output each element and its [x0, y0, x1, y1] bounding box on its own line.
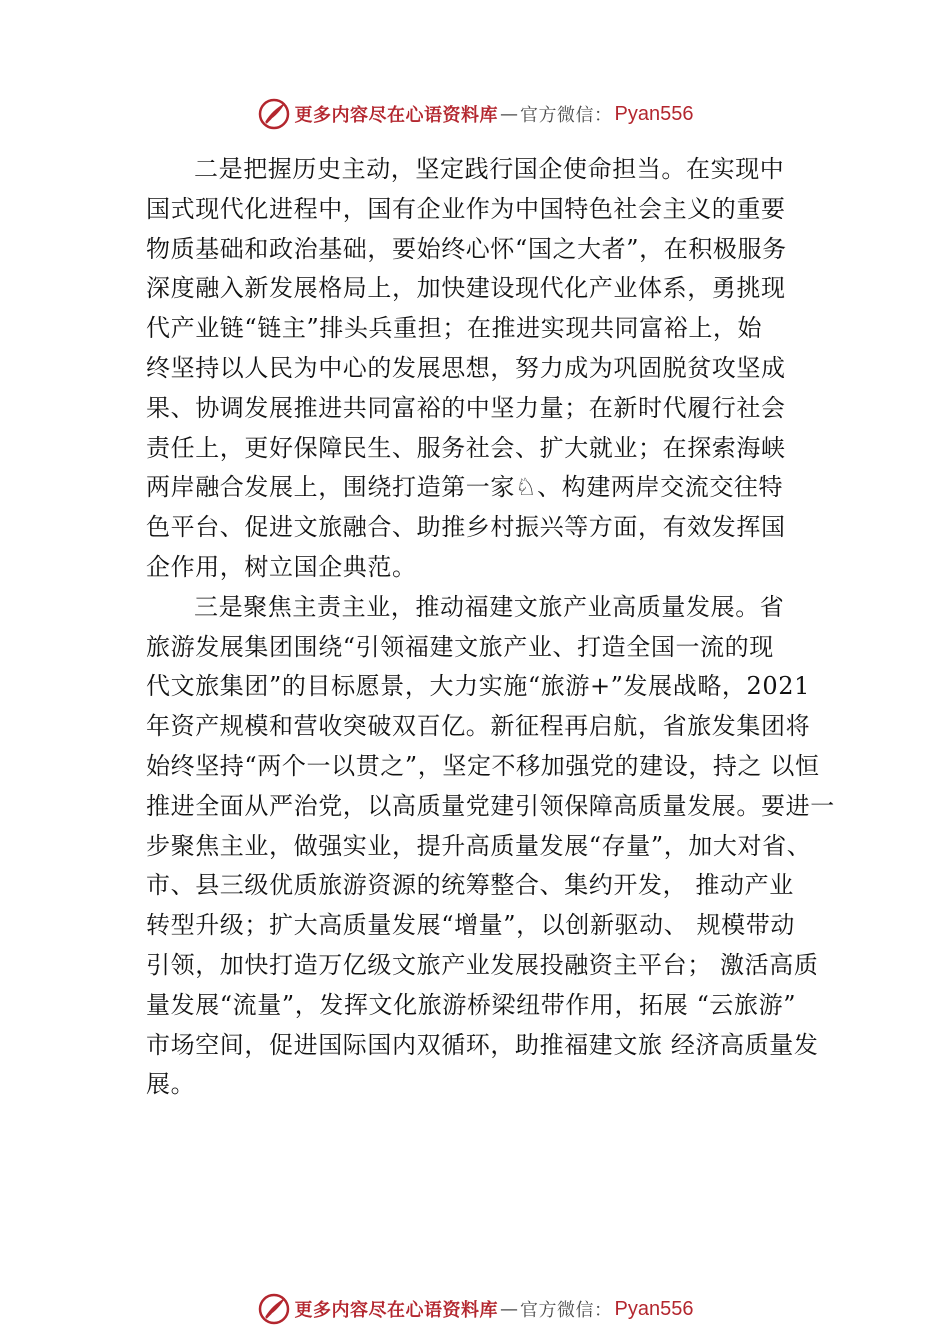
- text-line: 色平台、促进文旅融合、助推乡村振兴等方面，有效发挥国: [146, 513, 786, 542]
- text-line: 始终坚持“两个一以贯之”，坚定不移加强党的建设，持之 以恒: [146, 751, 820, 780]
- text-line: 转型升级；扩大高质量发展“增量”，以创新驱动、 规模带动: [146, 911, 795, 940]
- text-line: 三是聚焦主责主业，推动福建文旅产业高质量发展。省: [194, 592, 785, 621]
- text-line: 代文旅集团”的目标愿景，大力实施“旅游+”发展战略，2021: [146, 672, 810, 701]
- banner-wechat-id: Pyan556: [614, 1297, 694, 1320]
- text-line: 两岸融合发展上，围绕打造第一家♘、构建两岸交流交往特: [146, 473, 784, 502]
- text-line: 量发展“流量”，发挥文化旅游桥梁纽带作用，拓展 “云旅游”: [146, 990, 797, 1019]
- text-line: 引领，加快打造万亿级文旅产业发展投融资主平台； 激活高质: [146, 950, 819, 979]
- banner-separator: —: [500, 1298, 519, 1320]
- text-line: 市、县三级优质旅游资源的统筹整合、集约开发， 推动产业: [146, 871, 794, 900]
- text-line: 企作用，树立国企典范。: [146, 552, 417, 581]
- text-line: 步聚焦主业，做强实业，提升高质量发展“存量”，加大对省、: [146, 831, 812, 860]
- document-body: [146, 150, 835, 1105]
- text-line: 责任上，更好保障民生、服务社会、扩大就业；在探索海峡: [146, 433, 786, 462]
- text-line: 物质基础和政治基础，要始终心怀“国之大者”，在积极服务: [146, 234, 787, 263]
- banner-wechat-label: 官方微信：: [520, 105, 613, 126]
- banner-wechat-id: Pyan556: [614, 102, 694, 125]
- text-line: 深度融入新发展格局上，加快建设现代化产业体系，勇挑现: [146, 274, 786, 303]
- banner-wechat-label: 官方微信：: [520, 1300, 613, 1321]
- text-line: 果、协调发展推进共同富裕的中坚力量；在新时代履行社会: [146, 393, 786, 422]
- text-line: 年资产规模和营收突破双百亿。新征程再启航，省旅发集团将: [146, 712, 811, 741]
- text-line: 展。: [146, 1070, 196, 1099]
- text-line: 国式现代化进程中，国有企业作为中国特色社会主义的重要: [146, 194, 786, 223]
- text-line: 二是把握历史主动，坚定践行国企使命担当。在实现中: [194, 155, 785, 183]
- banner-site-name: 更多内容尽在心语资料库: [294, 105, 499, 126]
- text-line: 旅游发展集团围绕“引领福建文旅产业、打造全国一流的现: [146, 632, 774, 661]
- text-line: 推进全面从严治党，以高质量党建引领保障高质量发展。要进一: [146, 791, 835, 820]
- text-line: 终坚持以人民为中心的发展思想，努力成为巩固脱贫攻坚成: [146, 353, 786, 382]
- footer-banner: [0, 1289, 950, 1329]
- text-line: 代产业链“链主”排头兵重担；在推进实现共同富裕上，始: [146, 314, 763, 343]
- header-banner: [0, 94, 950, 134]
- quill-logo-icon: [257, 1292, 291, 1326]
- banner-site-name: 更多内容尽在心语资料库: [294, 1300, 499, 1321]
- banner-separator: —: [500, 103, 519, 125]
- quill-logo-icon: [257, 97, 291, 131]
- text-line: 市场空间，促进国际国内双循环，助推福建文旅 经济高质量发: [146, 1030, 819, 1059]
